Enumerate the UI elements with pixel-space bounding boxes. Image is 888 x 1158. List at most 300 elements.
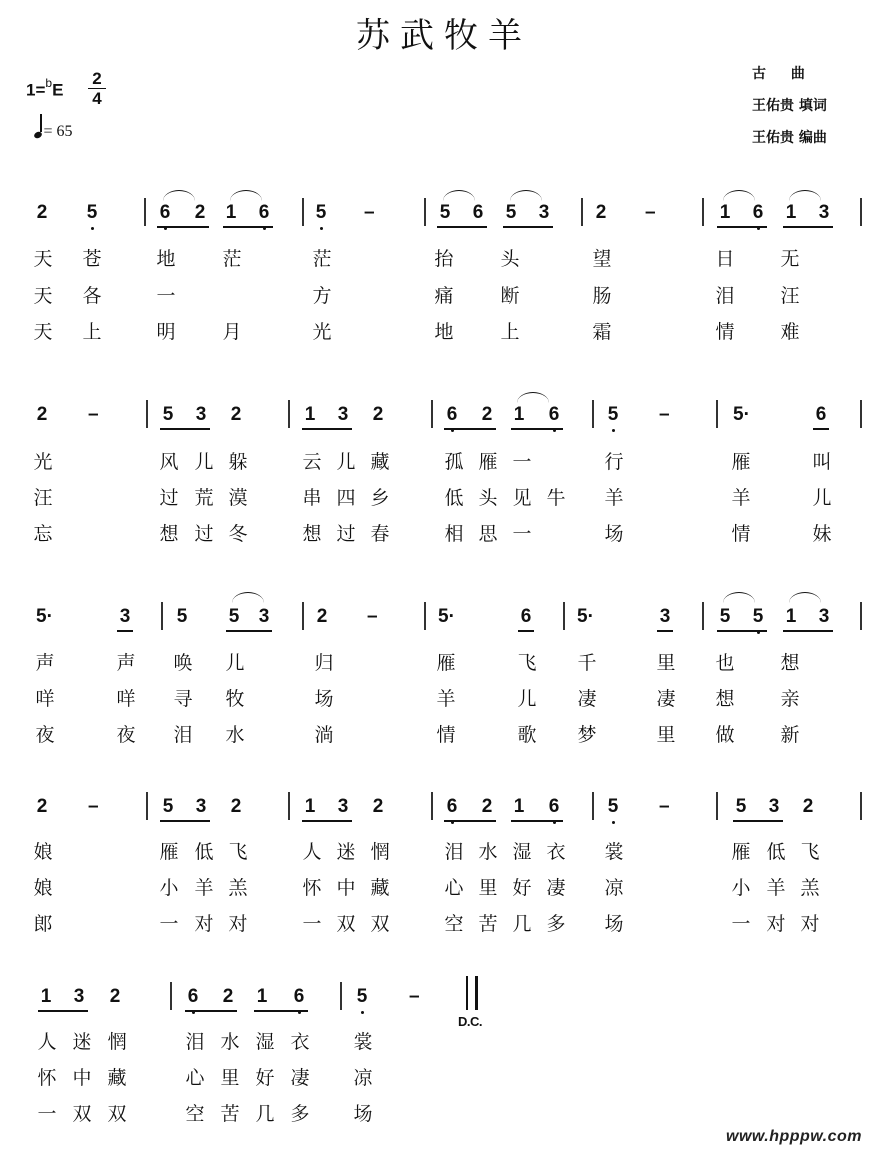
note: 5 xyxy=(719,606,731,627)
note: 3 xyxy=(659,606,671,627)
lyric: 光 xyxy=(312,321,332,343)
lyric: 儿 xyxy=(336,451,356,473)
lyric: 水 xyxy=(478,841,498,863)
time-sig-bottom: 4 xyxy=(92,89,102,108)
lyric: 一 xyxy=(159,913,179,935)
lyric: 雁 xyxy=(159,841,179,863)
lyric: 多 xyxy=(290,1103,310,1125)
note: 1 xyxy=(256,986,268,1007)
bar-line xyxy=(302,198,304,226)
lyric: 方 xyxy=(312,285,332,307)
slur xyxy=(789,592,821,603)
lyric: 断 xyxy=(500,285,520,307)
lyric: 里 xyxy=(656,724,676,746)
note: 5 xyxy=(162,404,174,425)
lyric: 空 xyxy=(444,913,464,935)
note: 2 xyxy=(109,986,121,1007)
note: 6 xyxy=(444,404,460,426)
lyric: 苍 xyxy=(82,248,102,270)
lyric: 痛 xyxy=(434,285,454,307)
lyric: 中 xyxy=(72,1067,92,1089)
underline-beam xyxy=(254,1010,308,1012)
website-watermark: www.hpppw.com xyxy=(726,1128,862,1145)
lyric: 梦 xyxy=(577,724,597,746)
note: 2 xyxy=(481,404,493,425)
underline-beam xyxy=(226,630,272,632)
note: 2 xyxy=(36,404,48,425)
bar-line xyxy=(161,602,163,630)
dash: – xyxy=(659,796,670,817)
underline-beam xyxy=(503,226,553,228)
lyric: 相 xyxy=(444,523,464,545)
lyric: 云 xyxy=(302,451,322,473)
lyric: 想 xyxy=(780,652,800,674)
bar-line xyxy=(288,400,290,428)
lyric: 泪 xyxy=(715,285,735,307)
lyric: 娘 xyxy=(33,841,53,863)
credit-origin: 古 曲 xyxy=(752,66,815,82)
lyric: 心 xyxy=(444,877,464,899)
lyric: 霜 xyxy=(592,321,612,343)
slur xyxy=(723,592,755,603)
note: 2 xyxy=(36,796,48,817)
note: 6 xyxy=(546,796,562,818)
note: 1 xyxy=(304,404,316,425)
lyric: 藏 xyxy=(107,1067,127,1089)
note: 3 xyxy=(818,606,830,627)
slur xyxy=(232,592,264,603)
note: 1 xyxy=(785,202,797,223)
time-signature xyxy=(88,70,106,107)
bar-line xyxy=(288,792,290,820)
note: 1 xyxy=(40,986,52,1007)
song-title: 苏武牧羊 xyxy=(356,16,532,56)
lyric: 水 xyxy=(225,724,245,746)
note: 6 xyxy=(185,986,201,1008)
note: 3 xyxy=(337,404,349,425)
lyric: 情 xyxy=(715,321,735,343)
lyric: 思 xyxy=(478,523,498,545)
lyric: 飞 xyxy=(228,841,248,863)
lyric: 雁 xyxy=(436,652,456,674)
lyric: 归 xyxy=(314,652,334,674)
lyric: 一 xyxy=(302,913,322,935)
lyric: 对 xyxy=(800,913,820,935)
note: 2 xyxy=(372,796,384,817)
note: 6 xyxy=(291,986,307,1008)
bar-line xyxy=(563,602,565,630)
note: 2 xyxy=(230,796,242,817)
lyric: 汪 xyxy=(33,487,53,509)
bar-line xyxy=(860,400,862,428)
lyric: 忘 xyxy=(33,523,53,545)
lyric: 一 xyxy=(731,913,751,935)
lyric: 羊 xyxy=(766,877,786,899)
lyric: 做 xyxy=(715,724,735,746)
lyric: 羊 xyxy=(731,487,751,509)
underline-beam xyxy=(717,226,767,228)
underline-beam xyxy=(157,226,209,228)
lyric: 咩 xyxy=(35,688,55,710)
lyric: 行 xyxy=(604,451,624,473)
lyric: 凄 xyxy=(577,688,597,710)
underline-beam xyxy=(302,820,352,822)
note: 6 xyxy=(750,202,766,224)
bar-line xyxy=(302,602,304,630)
lyric: 好 xyxy=(512,877,532,899)
slur xyxy=(443,190,475,201)
lyric: 见 xyxy=(512,487,532,509)
lyric: 怀 xyxy=(302,877,322,899)
note: 2 xyxy=(316,606,328,627)
lyric: 茫 xyxy=(312,248,332,270)
lyric: 场 xyxy=(604,913,624,935)
bar-line xyxy=(424,602,426,630)
lyric: 娘 xyxy=(33,877,53,899)
bar-line xyxy=(146,792,148,820)
note: 3 xyxy=(195,404,207,425)
lyric: 里 xyxy=(656,652,676,674)
lyric: 天 xyxy=(33,285,53,307)
lyric: 过 xyxy=(159,487,179,509)
lyric: 风 xyxy=(159,451,179,473)
bar-line xyxy=(592,792,594,820)
underline-beam xyxy=(302,428,352,430)
lyric: 好 xyxy=(255,1067,275,1089)
lyric: 咩 xyxy=(116,688,136,710)
note: 6 xyxy=(815,404,827,425)
lyric: 天 xyxy=(33,321,53,343)
bar-line xyxy=(170,982,172,1010)
lyric: 明 xyxy=(156,321,176,343)
bar-line xyxy=(860,198,862,226)
lyric: 寻 xyxy=(173,688,193,710)
lyric: 声 xyxy=(35,652,55,674)
lyric: 一 xyxy=(512,523,532,545)
note: 6 xyxy=(546,404,562,426)
slur xyxy=(789,190,821,201)
lyric: 望 xyxy=(592,248,612,270)
lyric: 抬 xyxy=(434,248,454,270)
underline-beam xyxy=(733,820,783,822)
bar-line xyxy=(592,400,594,428)
lyric: 羊 xyxy=(194,877,214,899)
lyric: 冬 xyxy=(228,523,248,545)
note: 6 xyxy=(520,606,532,627)
underline-beam xyxy=(160,428,210,430)
lyric: 雁 xyxy=(731,451,751,473)
lyric: 叫 xyxy=(812,451,832,473)
lyric: 苦 xyxy=(478,913,498,935)
lyric: 低 xyxy=(444,487,464,509)
lyric: 场 xyxy=(314,688,334,710)
note: 6 xyxy=(444,796,460,818)
note: 3 xyxy=(73,986,85,1007)
tempo-value: = 65 xyxy=(43,123,73,140)
underline-beam xyxy=(38,1010,88,1012)
lyric: 双 xyxy=(72,1103,92,1125)
dash: – xyxy=(88,404,99,425)
lyric: 羊 xyxy=(436,688,456,710)
lyric: 四 xyxy=(336,487,356,509)
note: 5 xyxy=(162,796,174,817)
underline-beam xyxy=(223,226,273,228)
note: 2 xyxy=(481,796,493,817)
lyric: 上 xyxy=(82,321,102,343)
note: 5 xyxy=(228,606,240,627)
lyric: 场 xyxy=(604,523,624,545)
note: 2 xyxy=(194,202,206,223)
lyric: 肠 xyxy=(592,285,612,307)
lyric: 怀 xyxy=(37,1067,57,1089)
underline-beam xyxy=(511,428,563,430)
da-capo-mark: D.C. xyxy=(458,1014,482,1029)
note: 3 xyxy=(538,202,550,223)
lyric: 双 xyxy=(370,913,390,935)
lyric: 羔 xyxy=(228,877,248,899)
lyric: 苦 xyxy=(220,1103,240,1125)
note: 2 xyxy=(222,986,234,1007)
lyric: 无 xyxy=(780,248,800,270)
lyric: 藏 xyxy=(370,877,390,899)
dotted-note: 5· xyxy=(577,606,594,627)
slur xyxy=(230,190,262,201)
note: 3 xyxy=(195,796,207,817)
credits xyxy=(752,58,827,154)
lyric: 亲 xyxy=(780,688,800,710)
dash: – xyxy=(367,606,378,627)
lyric: 湿 xyxy=(512,841,532,863)
note: 2 xyxy=(802,796,814,817)
lyric: 儿 xyxy=(225,652,245,674)
lyric: 乡 xyxy=(370,487,390,509)
lyric: 茫 xyxy=(222,248,242,270)
lyric: 想 xyxy=(159,523,179,545)
lyric: 羔 xyxy=(800,877,820,899)
key-letter: E xyxy=(52,80,64,100)
note: 1 xyxy=(719,202,731,223)
lyric: 惘 xyxy=(370,841,390,863)
bar-line xyxy=(581,198,583,226)
underline-beam xyxy=(783,226,833,228)
lyric: 低 xyxy=(194,841,214,863)
note: 2 xyxy=(372,404,384,425)
note: 2 xyxy=(230,404,242,425)
bar-line xyxy=(702,198,704,226)
lyric: 羊 xyxy=(604,487,624,509)
lyric: 漠 xyxy=(228,487,248,509)
bar-line xyxy=(716,400,718,428)
underline-beam xyxy=(444,428,496,430)
lyric: 凉 xyxy=(353,1067,373,1089)
lyric: 夜 xyxy=(35,724,55,746)
note: 5 xyxy=(605,404,621,426)
lyric: 想 xyxy=(715,688,735,710)
note: 5 xyxy=(750,606,766,628)
lyric: 低 xyxy=(766,841,786,863)
bar-line xyxy=(144,198,146,226)
bar-line xyxy=(431,400,433,428)
underline-beam xyxy=(160,820,210,822)
key-signature xyxy=(26,78,63,101)
note: 5 xyxy=(505,202,517,223)
slur xyxy=(163,190,195,201)
flat-sign: b xyxy=(45,76,53,90)
lyric: 唤 xyxy=(173,652,193,674)
lyric: 一 xyxy=(156,285,176,307)
lyric: 地 xyxy=(156,248,176,270)
key-prefix: 1= xyxy=(26,80,46,100)
lyric: 衣 xyxy=(290,1031,310,1053)
double-bar-line xyxy=(466,976,478,1010)
credit-arranger: 王佑贵 编曲 xyxy=(752,130,827,146)
lyric: 心 xyxy=(185,1067,205,1089)
underline-beam xyxy=(717,630,767,632)
dotted-note: 5· xyxy=(438,606,455,627)
lyric: 双 xyxy=(107,1103,127,1125)
slur xyxy=(517,392,549,403)
underline-beam xyxy=(444,820,496,822)
dotted-note: 5· xyxy=(36,606,53,627)
bar-line xyxy=(716,792,718,820)
note: 1 xyxy=(225,202,237,223)
note: 5 xyxy=(176,606,188,627)
lyric: 裳 xyxy=(353,1031,373,1053)
lyric: 天 xyxy=(33,248,53,270)
note: 5 xyxy=(605,796,621,818)
lyric: 荒 xyxy=(194,487,214,509)
lyric: 中 xyxy=(336,877,356,899)
lyric: 几 xyxy=(255,1103,275,1125)
lyric: 一 xyxy=(512,451,532,473)
lyric: 歌 xyxy=(517,724,537,746)
note: 5 xyxy=(354,986,370,1008)
lyric: 千 xyxy=(577,652,597,674)
tempo-marking xyxy=(34,118,73,141)
note: 1 xyxy=(785,606,797,627)
note: 3 xyxy=(258,606,270,627)
lyric: 小 xyxy=(159,877,179,899)
lyric: 春 xyxy=(370,523,390,545)
note: 5 xyxy=(439,202,451,223)
lyric: 地 xyxy=(434,321,454,343)
lyric: 郎 xyxy=(33,913,53,935)
lyric: 情 xyxy=(436,724,456,746)
underline-beam xyxy=(657,630,673,632)
note: 5 xyxy=(313,202,329,224)
lyric: 飞 xyxy=(800,841,820,863)
lyric: 双 xyxy=(336,913,356,935)
lyric: 里 xyxy=(478,877,498,899)
lyric: 惘 xyxy=(107,1031,127,1053)
lyric: 儿 xyxy=(517,688,537,710)
lyric: 泪 xyxy=(444,841,464,863)
lyric: 孤 xyxy=(444,451,464,473)
note-stem-icon xyxy=(40,114,42,132)
lyric: 对 xyxy=(228,913,248,935)
lyric: 想 xyxy=(302,523,322,545)
dash: – xyxy=(409,986,420,1007)
lyric: 凄 xyxy=(656,688,676,710)
note: 1 xyxy=(513,404,525,425)
lyric: 躲 xyxy=(228,451,248,473)
bar-line xyxy=(702,602,704,630)
lyric: 几 xyxy=(512,913,532,935)
lyric: 光 xyxy=(33,451,53,473)
lyric: 新 xyxy=(780,724,800,746)
note: 1 xyxy=(513,796,525,817)
lyric: 泪 xyxy=(185,1031,205,1053)
lyric: 水 xyxy=(220,1031,240,1053)
note: 6 xyxy=(472,202,484,223)
lyric: 场 xyxy=(353,1103,373,1125)
lyric: 汪 xyxy=(780,285,800,307)
lyric: 也 xyxy=(715,652,735,674)
lyric: 月 xyxy=(222,321,242,343)
lyric: 裳 xyxy=(604,841,624,863)
note: 3 xyxy=(768,796,780,817)
lyric: 上 xyxy=(500,321,520,343)
lyric: 凄 xyxy=(290,1067,310,1089)
bar-line xyxy=(431,792,433,820)
lyric: 凉 xyxy=(604,877,624,899)
lyric: 妹 xyxy=(812,523,832,545)
time-sig-top: 2 xyxy=(92,69,102,88)
lyric: 儿 xyxy=(194,451,214,473)
note: 6 xyxy=(157,202,173,224)
bar-line xyxy=(340,982,342,1010)
lyric: 小 xyxy=(731,877,751,899)
lyric: 多 xyxy=(546,913,566,935)
underline-beam xyxy=(437,226,487,228)
note: 2 xyxy=(595,202,607,223)
note: 5 xyxy=(735,796,747,817)
dash: – xyxy=(88,796,99,817)
underline-beam xyxy=(511,820,563,822)
lyric: 牧 xyxy=(225,688,245,710)
lyric: 雁 xyxy=(731,841,751,863)
lyric: 迷 xyxy=(336,841,356,863)
lyric: 串 xyxy=(302,487,322,509)
underline-beam xyxy=(518,630,534,632)
lyric: 对 xyxy=(766,913,786,935)
lyric: 声 xyxy=(116,652,136,674)
lyric: 藏 xyxy=(370,451,390,473)
lyric: 难 xyxy=(780,321,800,343)
lyric: 泪 xyxy=(173,724,193,746)
dash: – xyxy=(659,404,670,425)
lyric: 头 xyxy=(478,487,498,509)
note: 6 xyxy=(256,202,272,224)
lyric: 过 xyxy=(194,523,214,545)
slur xyxy=(723,190,755,201)
underline-beam xyxy=(783,630,833,632)
lyric: 里 xyxy=(220,1067,240,1089)
lyric: 飞 xyxy=(517,652,537,674)
lyric: 空 xyxy=(185,1103,205,1125)
note: 3 xyxy=(119,606,131,627)
credit-lyricist: 王佑贵 填词 xyxy=(752,98,827,114)
lyric: 人 xyxy=(302,841,322,863)
note: 2 xyxy=(36,202,48,223)
lyric: 凄 xyxy=(546,877,566,899)
lyric: 人 xyxy=(37,1031,57,1053)
lyric: 情 xyxy=(731,523,751,545)
lyric: 日 xyxy=(715,248,735,270)
dotted-note: 5· xyxy=(733,404,750,425)
lyric: 迷 xyxy=(72,1031,92,1053)
slur xyxy=(510,190,542,201)
